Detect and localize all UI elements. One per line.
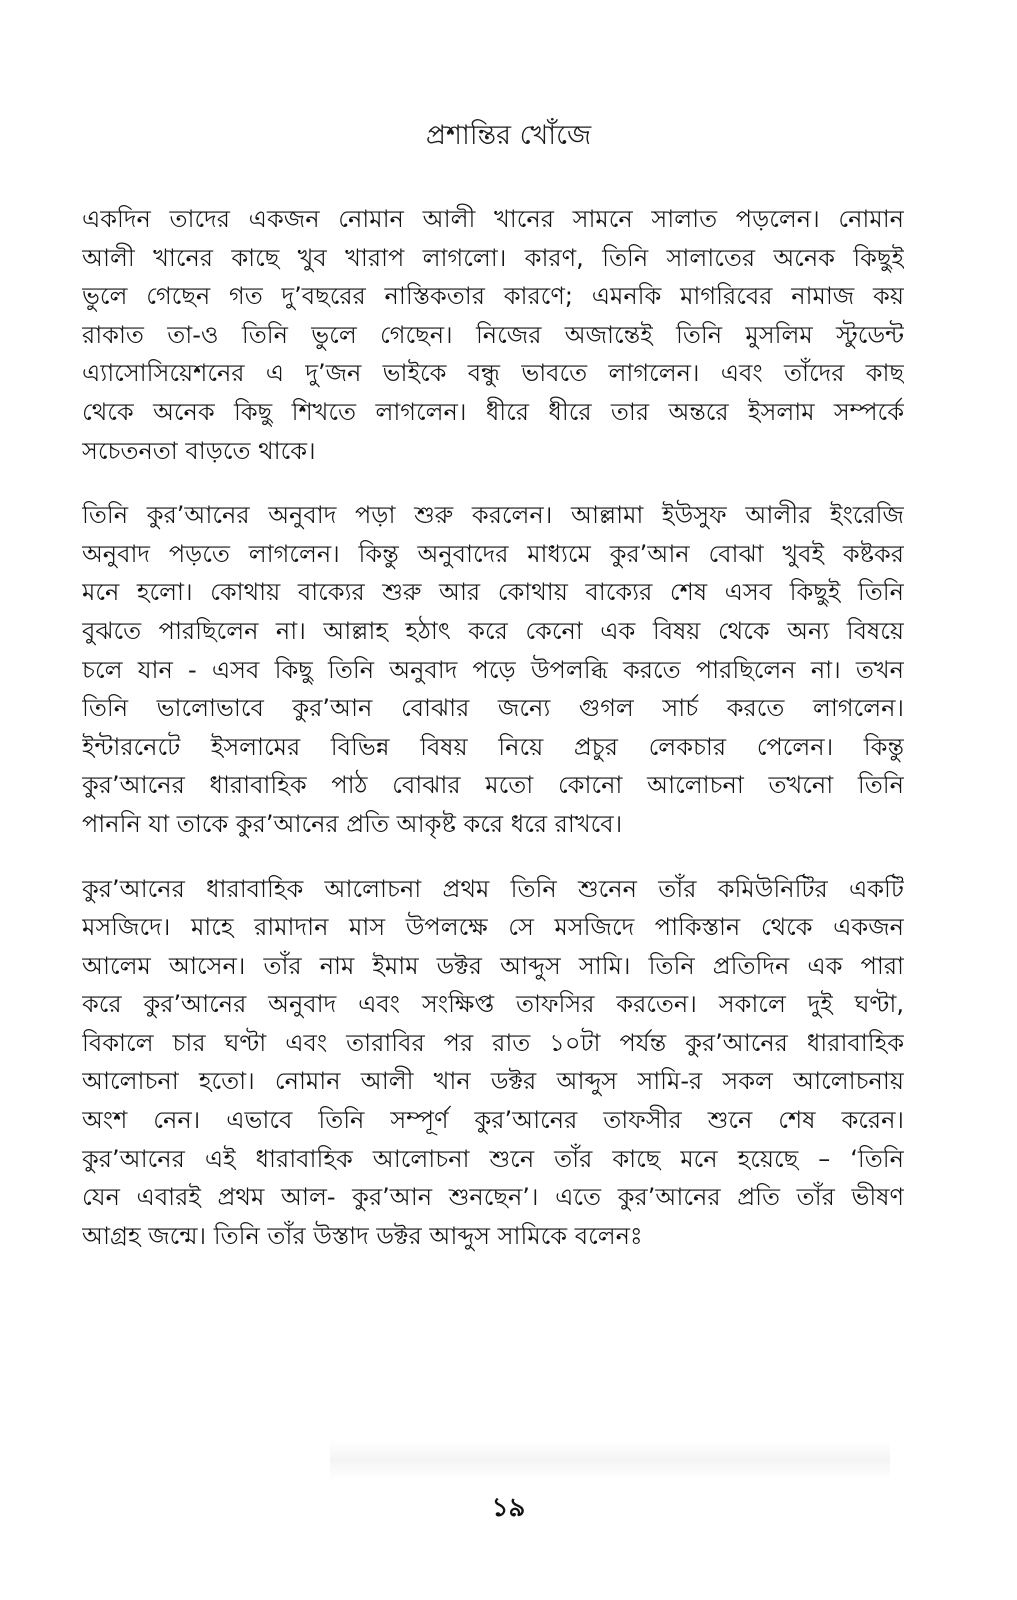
body-text (82, 200, 904, 1281)
text-line: বুঝতে পারছিলেন না। আল্লাহ হঠাৎ করে কেনো এক বিষয় থেকে অন্য বিষয়ে (82, 616, 904, 645)
text-line: ভুলে গেছেন গত দু’বছরের নাস্তিকতার কারণে; এমনকি মাগরিবের নামাজ কয় (82, 282, 904, 311)
text-line: যেন এবারই প্রথম আল- কুর’আন শুনছেন’। এতে কুর’আনের প্রতি তাঁর ভীষণ (82, 1183, 904, 1212)
text-line: আলেম আসেন। তাঁর নাম ইমাম ডক্টর আব্দুস সামি। তিনি প্রতিদিন এক পারা (82, 951, 904, 980)
text-line: পাননি যা তাকে কুর’আনের প্রতি আকৃষ্ট করে ধরে রাখবে। (82, 809, 623, 838)
text-line: করে কুর’আনের অনুবাদ এবং সংক্ষিপ্ত তাফসির করতেন। সকালে দুই ঘণ্টা, (82, 990, 904, 1019)
text-line: কুর’আনের ধারাবাহিক আলোচনা প্রথম তিনি শুনেন তাঁর কমিউনিটির একটি (82, 874, 904, 903)
running-head: প্রশান্তির খোঁজে (425, 120, 592, 151)
text-line: আগ্রহ জন্মে। তিনি তাঁর উস্তাদ ডক্টর আব্দুস সামিকে বলেনঃ (82, 1221, 643, 1250)
text-line: অনুবাদ পড়তে লাগলেন। কিন্তু অনুবাদের মাধ্যমে কুর’আন বোঝা খুবই কষ্টকর (82, 539, 904, 568)
text-line: কুর’আনের ধারাবাহিক পাঠ বোঝার মতো কোনো আলোচনা তখনো তিনি (82, 771, 904, 800)
page-number: ১৯ (491, 1493, 526, 1523)
text-line: ইন্টারনেটে ইসলামের বিভিন্ন বিষয় নিয়ে প্রচুর লেকচার পেলেন। কিন্তু (82, 732, 904, 761)
text-line: সচেতনতা বাড়তে থাকে। (82, 436, 316, 465)
text-line: মসজিদে। মাহে রামাদান মাস উপলক্ষে সে মসজিদে পাকিস্তান থেকে একজন (82, 913, 904, 942)
text-line: তিনি ভালোভাবে কুর’আন বোঝার জন্যে গুগল সার্চ করতে লাগলেন। (82, 694, 904, 723)
paragraph-3 (82, 870, 904, 1256)
text-line: বিকালে চার ঘণ্টা এবং তারাবির পর রাত ১০টা পর্যন্ত কুর’আনের ধারাবাহিক (82, 1028, 904, 1057)
text-line: থেকে অনেক কিছু শিখতে লাগলেন। ধীরে ধীরে তার অন্তরে ইসলাম সম্পর্কে (82, 397, 904, 426)
text-line: এ্যাসোসিয়েশনের এ দু’জন ভাইকে বন্ধু ভাবতে লাগলেন। এবং তাঁদের কাছ (82, 359, 904, 388)
text-line: চলে যান - এসব কিছু তিনি অনুবাদ পড়ে উপলব্ধি করতে পারছিলেন না। তখন (82, 655, 904, 684)
text-line: কুর’আনের এই ধারাবাহিক আলোচনা শুনে তাঁর কাছে মনে হয়েছে – ‘তিনি (82, 1144, 904, 1173)
text-line: আলী খানের কাছে খুব খারাপ লাগলো। কারণ, তিনি সালাতের অনেক কিছুই (82, 243, 904, 272)
text-line: তিনি কুর’আনের অনুবাদ পড়া শুরু করলেন। আল্লামা ইউসুফ আলীর ইংরেজি (82, 501, 904, 530)
text-line: রাকাত তা-ও তিনি ভুলে গেছেন। নিজের অজান্তেই তিনি মুসলিম স্টুডেন্ট (82, 320, 904, 349)
paragraph-1 (82, 200, 904, 470)
text-line: মনে হলো। কোথায় বাক্যের শুরু আর কোথায় বাক্যের শেষ এসব কিছুই তিনি (82, 578, 904, 607)
text-line: একদিন তাদের একজন নোমান আলী খানের সামনে সালাত পড়লেন। নোমান (82, 205, 904, 233)
text-line: অংশ নেন। এভাবে তিনি সম্পূর্ণ কুর’আনের তাফসীর শুনে শেষ করেন। (82, 1106, 904, 1135)
text-line: আলোচনা হতো। নোমান আলী খান ডক্টর আব্দুস সামি-র সকল আলোচনায় (82, 1067, 904, 1096)
paragraph-2 (82, 496, 904, 843)
show-through-shadow (330, 1440, 890, 1480)
